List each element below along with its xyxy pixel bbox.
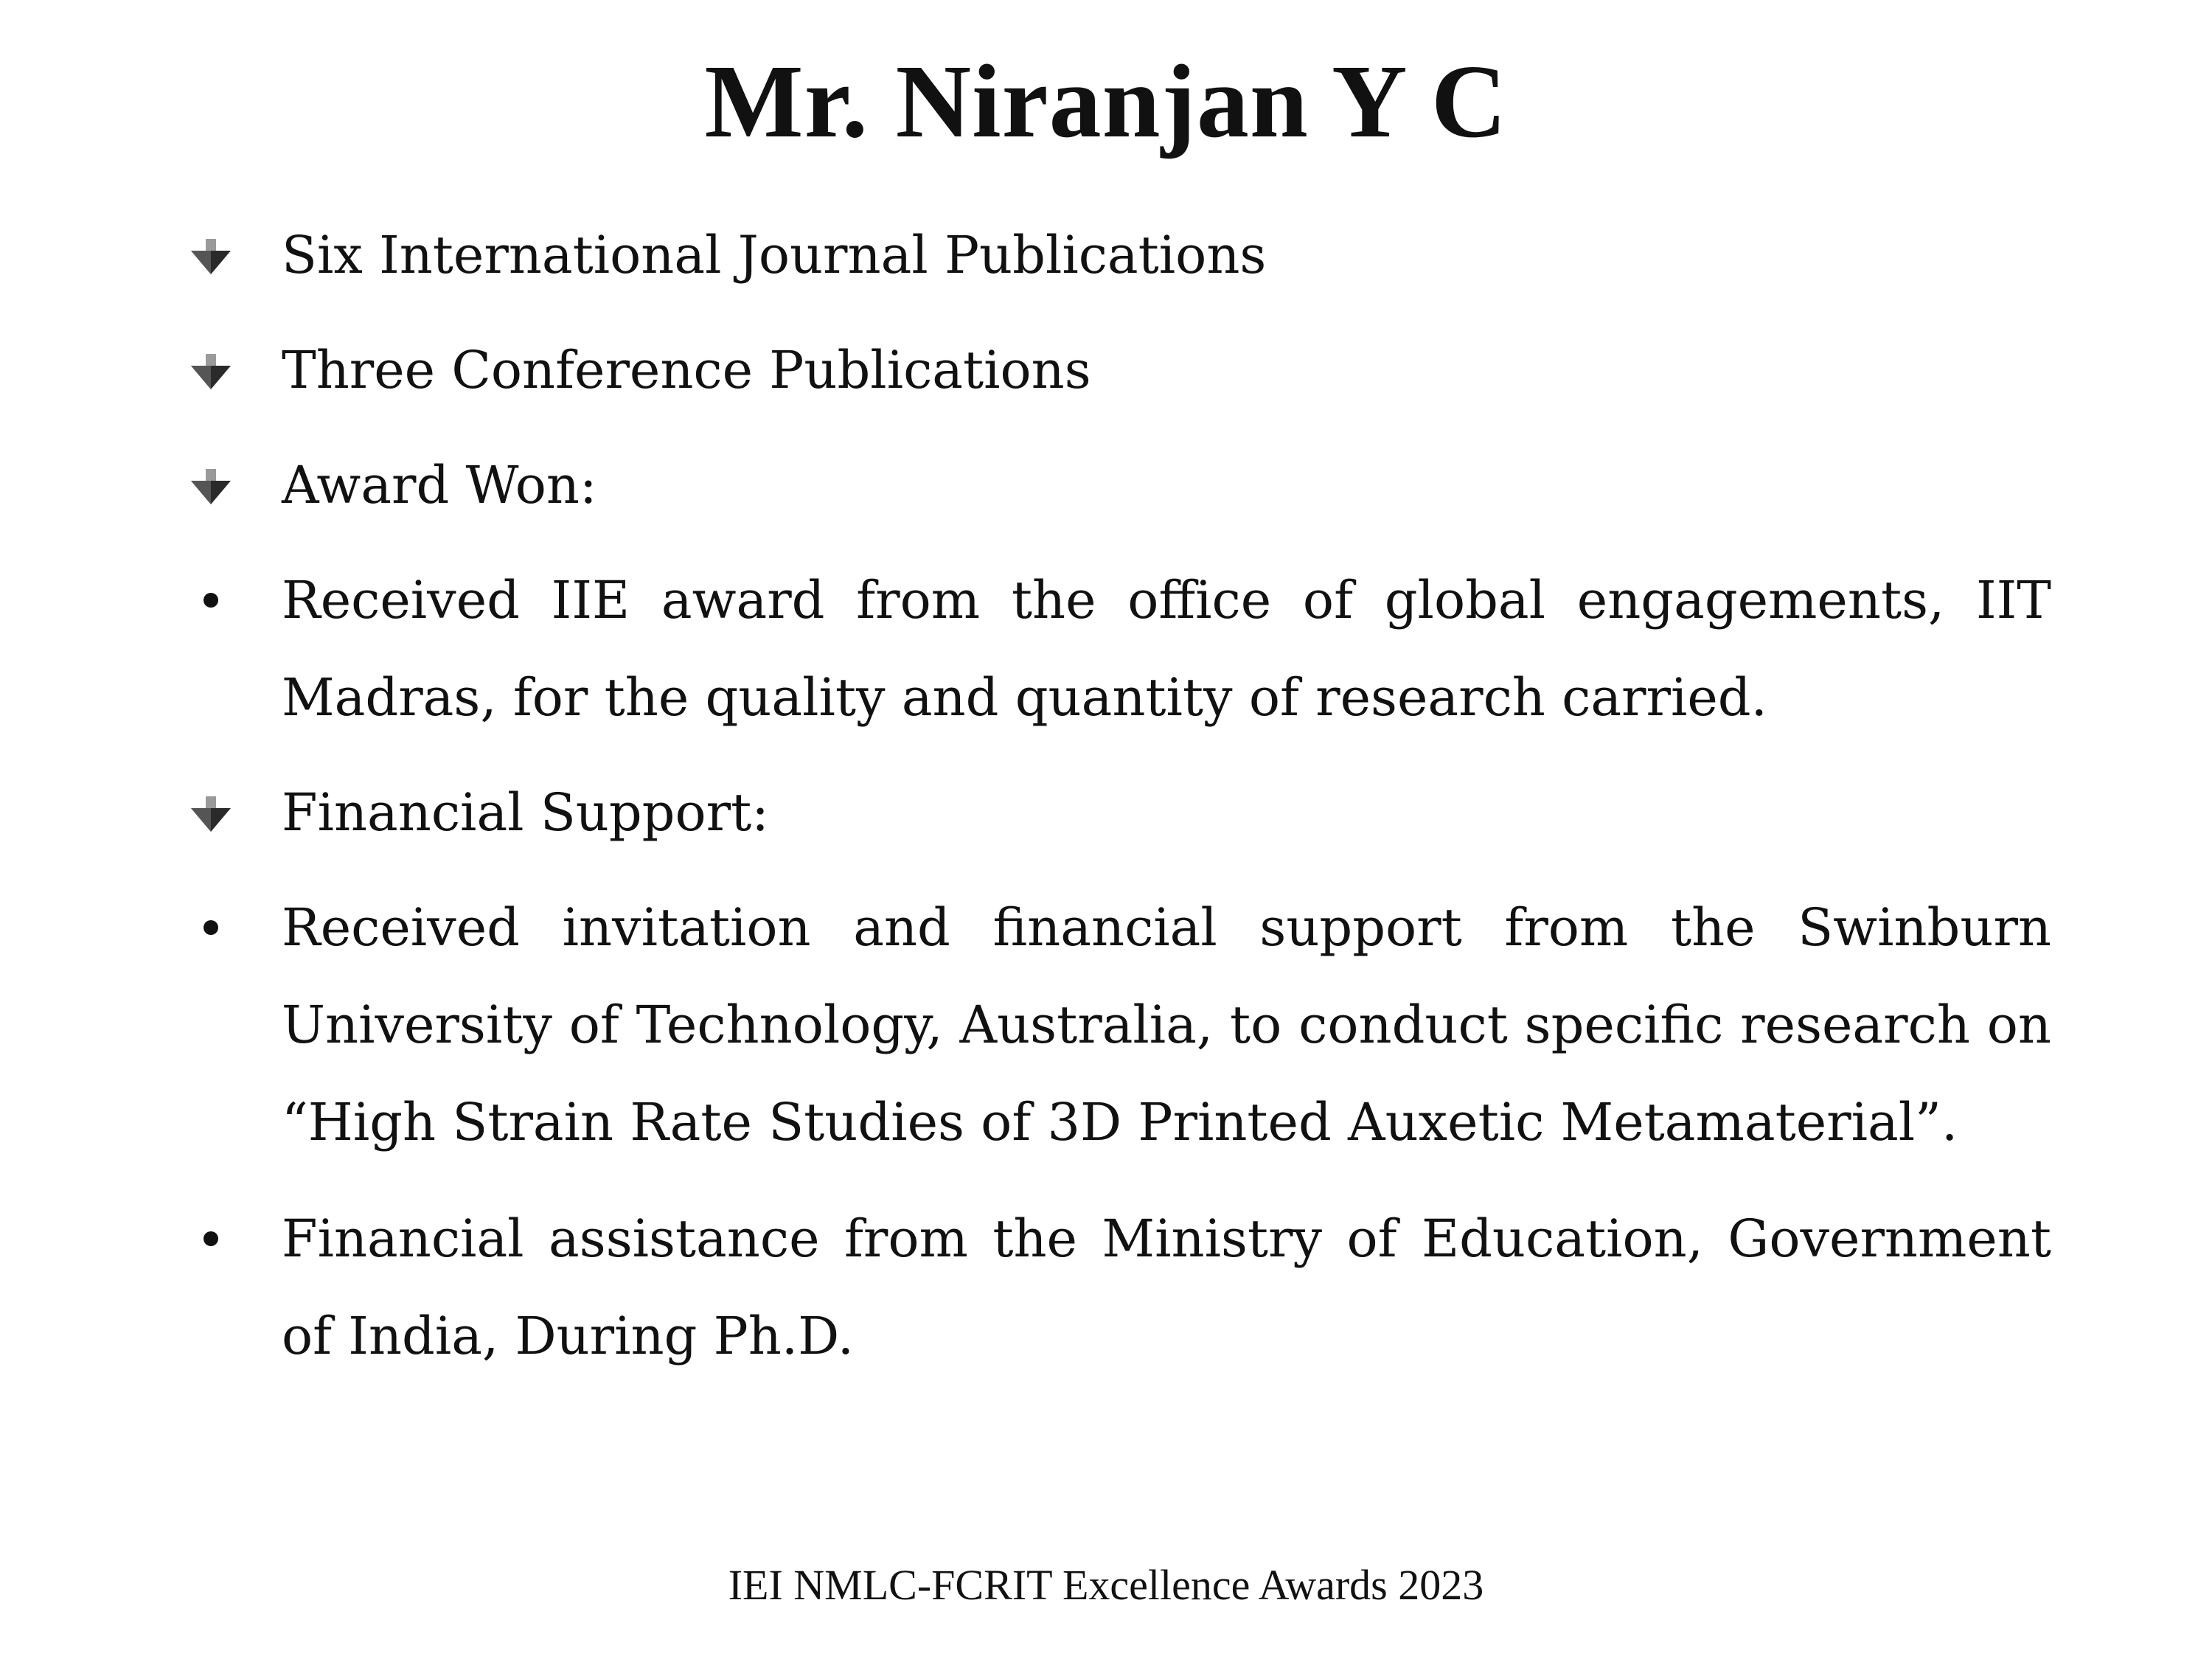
- arrow-bullet-icon: [188, 321, 262, 391]
- slide-footer: IEI NMLC-FCRIT Excellence Awards 2023: [728, 1561, 1484, 1609]
- item-text: Received invitation and financial support from the Swinburn University of Technology, Australia, to conduct specific research on “High Strain Rate Studies of 3D Printed Auxetic Metamaterial”.: [282, 897, 2051, 1152]
- arrow-bullet-icon: [188, 437, 262, 506]
- item-text: Six International Journal Publications: [282, 225, 1267, 285]
- item-text: Award Won:: [282, 455, 597, 515]
- item-text: Three Conference Publications: [282, 340, 1091, 400]
- item-text: Financial assistance from the Ministry of Education, Government of India, During Ph.D.: [282, 1208, 2051, 1366]
- slide-title: Mr. Niranjan Y C: [704, 43, 1508, 159]
- arrow-bullet-icon: [188, 764, 262, 833]
- arrow-bullet-icon: [188, 206, 262, 276]
- bullet-dot-icon: [188, 879, 262, 935]
- item-text: Financial Support:: [282, 782, 769, 843]
- bullet-dot-icon: [188, 552, 262, 608]
- bullet-dot-icon: [188, 1190, 262, 1246]
- item-text: Received IIE award from the office of global engagements, IIT Madras, for the quality and quantity of research carried.: [282, 570, 2051, 728]
